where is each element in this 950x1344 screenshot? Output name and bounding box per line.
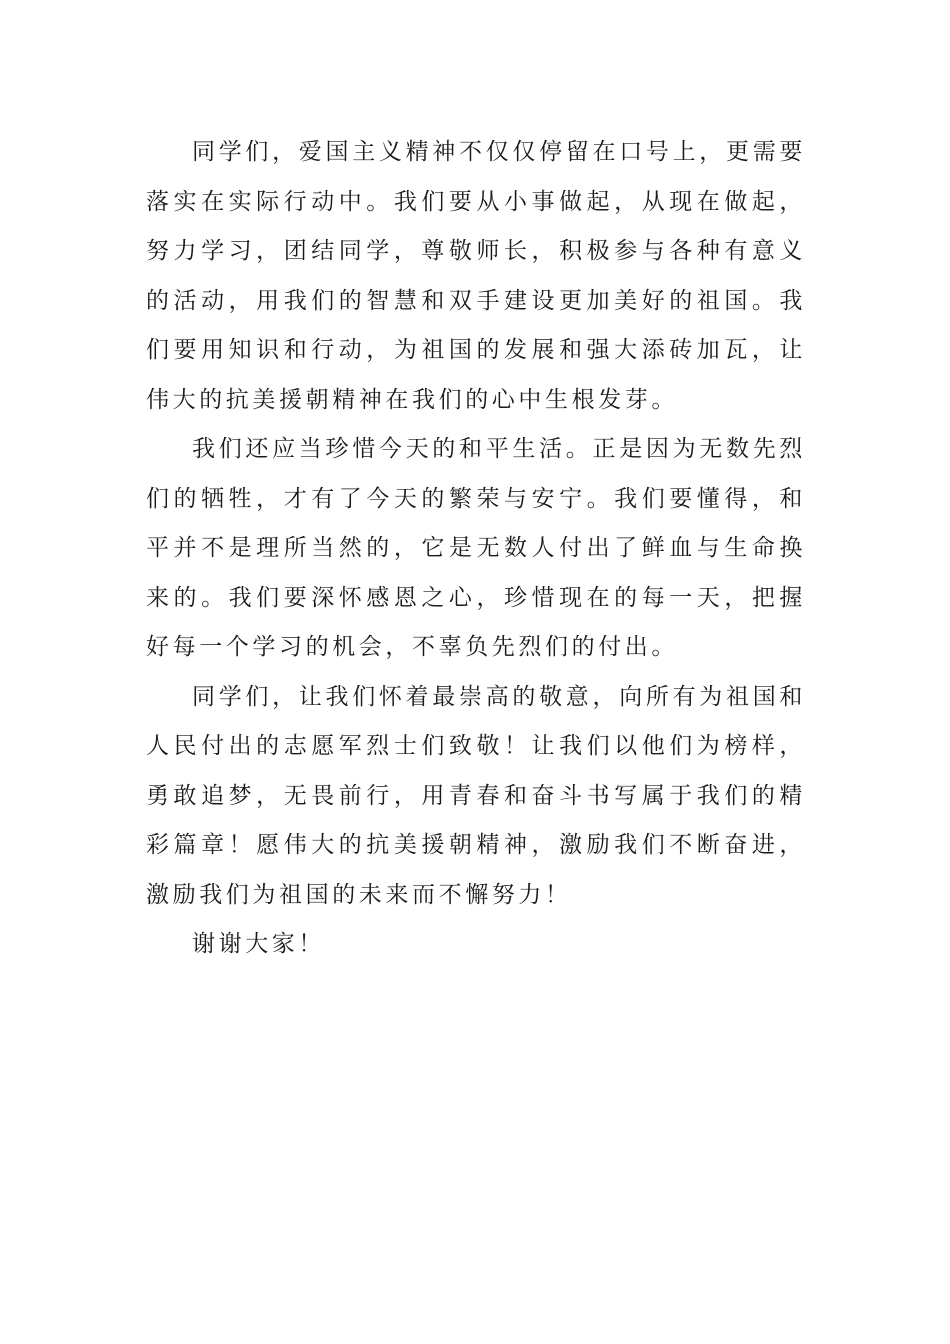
paragraph-closing: 谢谢大家！	[192, 931, 325, 957]
document-body	[146, 128, 806, 970]
paragraph-peace: 我们还应当珍惜今天的和平生活。正是因为无数先烈们的牺牲，才有了今天的繁荣与安宁。我们要懂得，和平并不是理所当然的，它是无数人付出了鲜血与生命换来的。我们要深怀感恩之心，珍惜现在的每一天，把握好每一个学习的机会，不辜负先烈们的付出。	[146, 436, 806, 660]
paragraph-action: 同学们，爱国主义精神不仅仅停留在口号上，更需要落实在实际行动中。我们要从小事做起，从现在做起，努力学习，团结同学，尊敬师长，积极参与各种有意义的活动，用我们的智慧和双手建设更加美好的祖国。我们要用知识和行动，为祖国的发展和强大添砖加瓦，让伟大的抗美援朝精神在我们的心中生根发芽。	[146, 139, 806, 413]
paragraph-tribute: 同学们，让我们怀着最崇高的敬意，向所有为祖国和人民付出的志愿军烈士们致敬！让我们以他们为榜样，勇敢追梦，无畏前行，用青春和奋斗书写属于我们的精彩篇章！愿伟大的抗美援朝精神，激励我们不断奋进，激励我们为祖国的未来而不懈努力！	[146, 683, 806, 908]
